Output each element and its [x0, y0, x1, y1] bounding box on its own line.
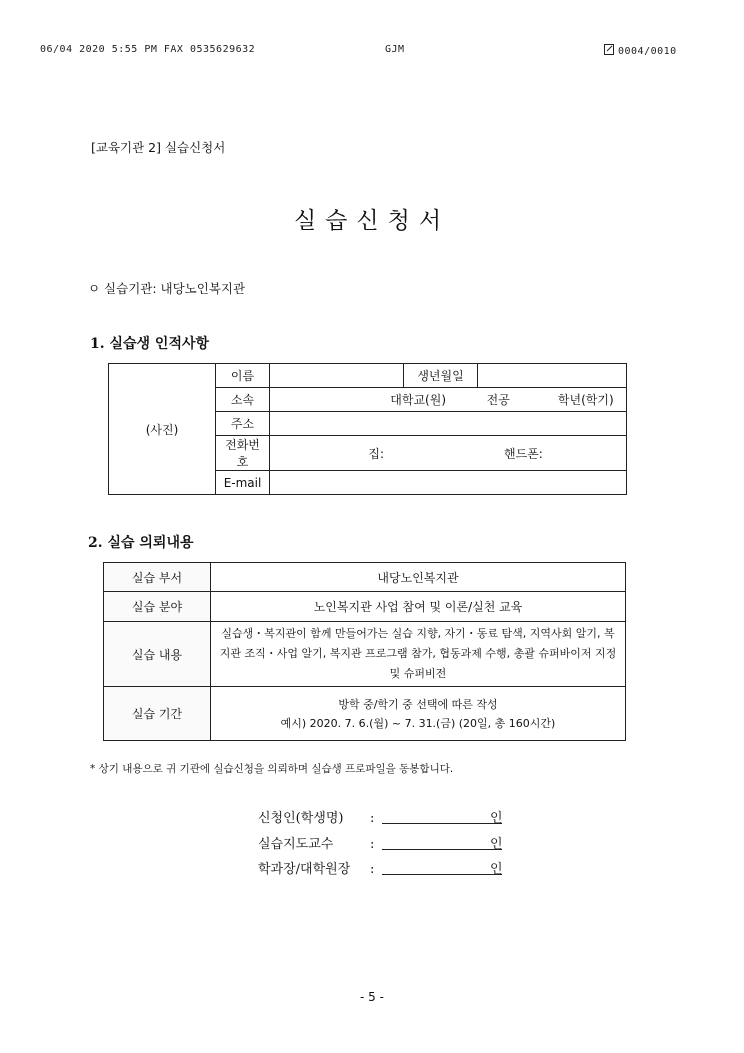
fax-header-right [604, 44, 677, 57]
seal-mark: 인 [490, 837, 503, 852]
address-value[interactable] [270, 412, 627, 436]
request-table [103, 562, 626, 741]
signature-row-dean: 학과장/대학원장 : 인 [258, 858, 528, 877]
fax-header-middle: GJM [385, 44, 405, 55]
content-value: 실습생・복지관이 함께 만들어가는 실습 지향, 자기・동료 탐색, 지역사회 알기, 복지관 조직・사업 알기, 복지관 프로그램 참가, 협동과제 수행, 총괄 슈퍼바이저 지정 및 슈퍼비전 [211, 622, 626, 687]
period-line1: 방학 중/학기 중 선택에 따른 작성 [338, 697, 498, 711]
email-value[interactable] [270, 471, 627, 495]
seal-mark: 인 [490, 862, 503, 877]
personal-info-table [108, 363, 627, 495]
enclosure-note: * 상기 내용으로 귀 기관에 실습신청을 의뢰하며 실습생 프로파일을 동봉합니다. [90, 763, 454, 775]
page-title: 실습신청서 [293, 208, 451, 234]
content-label: 실습 내용 [104, 622, 211, 687]
seal-mark: 인 [490, 811, 503, 826]
major-text: 전공 [486, 393, 510, 407]
birth-label: 생년월일 [404, 364, 478, 388]
mobile-phone-text: 핸드폰: [504, 446, 543, 461]
fax-header-left: 06/04 2020 5:55 PM FAX 0535629632 [40, 44, 256, 55]
address-label: 주소 [216, 412, 270, 436]
period-label: 실습 기간 [104, 687, 211, 741]
section2-title: 2. 실습 의뢰내용 [88, 535, 194, 551]
fax-checkbox-icon [604, 44, 614, 55]
field-value: 노인복지관 사업 참여 및 이론/실천 교육 [211, 592, 626, 622]
signature-label: 실습지도교수 [258, 837, 334, 852]
signature-label: 신청인(학생명) [258, 811, 344, 826]
dept-label: 실습 부서 [104, 563, 211, 592]
home-phone-text: 집: [368, 446, 384, 461]
signature-row-applicant: 신청인(학생명) : 인 [258, 807, 528, 826]
period-value [211, 687, 626, 741]
grade-text: 학년(학기) [557, 393, 614, 407]
section1-title: 1. 실습생 인적사항 [90, 336, 210, 352]
agency-line: ㅇ 실습기관: 내당노인복지관 [88, 281, 246, 296]
page-number: - 5 - [360, 990, 384, 1004]
photo-cell: (사진) [109, 364, 216, 495]
phone-value[interactable] [270, 436, 627, 471]
affiliation-value[interactable] [270, 388, 627, 412]
name-value[interactable] [270, 364, 404, 388]
period-line2: 예시) 2020. 7. 6.(월) ~ 7. 31.(금) (20일, 총 160시간) [280, 716, 556, 730]
signature-line[interactable] [382, 835, 502, 850]
signature-row-professor: 실습지도교수 : 인 [258, 833, 528, 852]
signature-line[interactable] [382, 860, 502, 875]
fax-page-count: 0004/0010 [618, 46, 677, 57]
phone-label: 전화번호 [216, 436, 270, 471]
dept-value: 내당노인복지관 [211, 563, 626, 592]
affiliation-label: 소속 [216, 388, 270, 412]
org-label: [교육기관 2] 실습신청서 [91, 140, 226, 155]
signature-line[interactable] [382, 809, 502, 824]
name-label: 이름 [216, 364, 270, 388]
field-label: 실습 분야 [104, 592, 211, 622]
birth-value[interactable] [478, 364, 627, 388]
email-label: E-mail [216, 471, 270, 495]
signature-label: 학과장/대학원장 [258, 862, 351, 877]
university-text: 대학교(원) [390, 393, 446, 407]
